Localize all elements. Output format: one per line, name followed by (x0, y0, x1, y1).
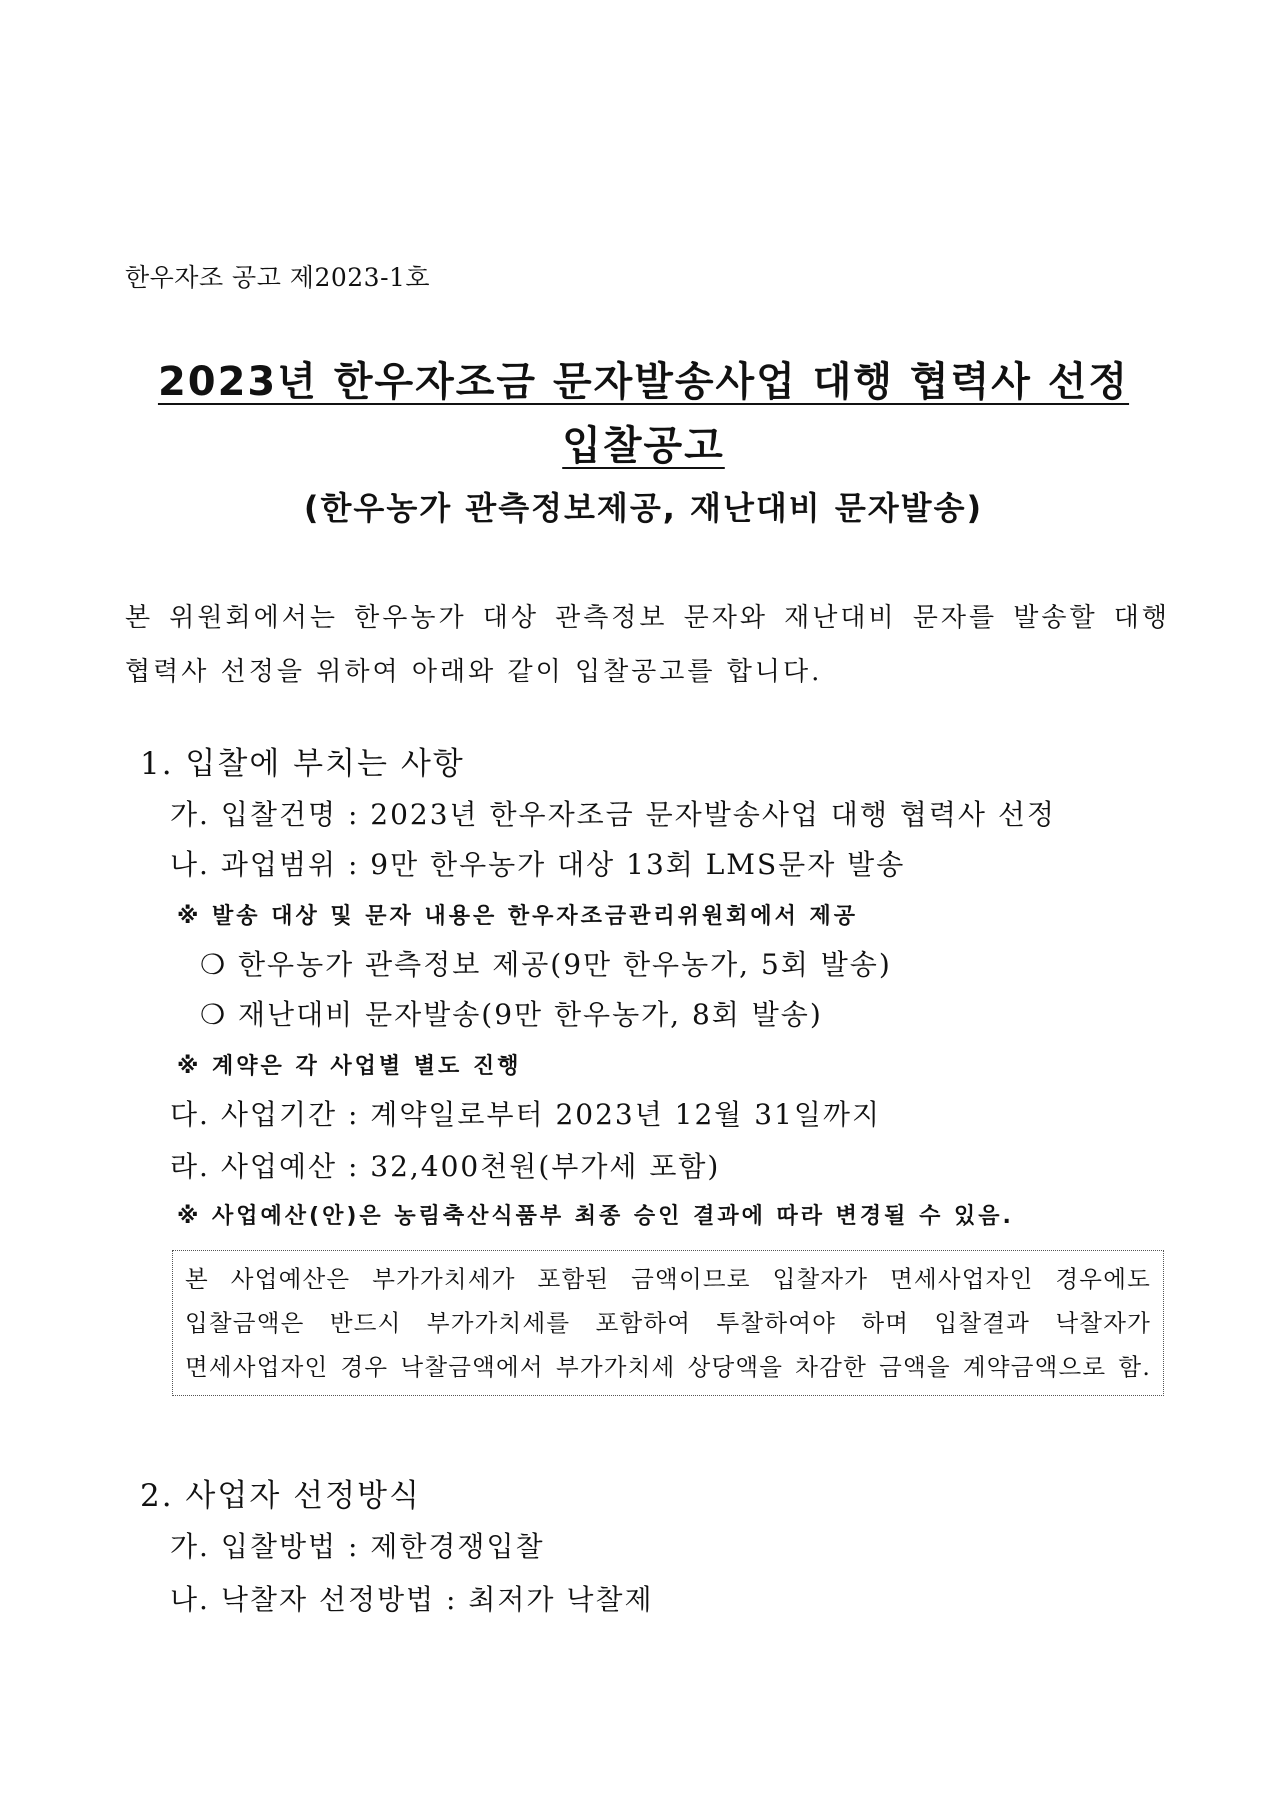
intro-paragraph-line2: 협력사 선정을 위하여 아래와 같이 입찰공고를 합니다. (125, 657, 823, 687)
section1-heading: 1. 입찰에 부치는 사항 (140, 746, 465, 782)
vat-notice-line1: 본 사업예산은 부가가치세가 포함된 금액이므로 입찰자가 면세사업자인 경우에도 (185, 1265, 1151, 1293)
section2-item-na: 나. 낙찰자 선정방법 : 최저가 낙찰제 (170, 1583, 654, 1616)
section1-bullet-1: ❍ 한우농가 관측정보 제공(9만 한우농가, 5회 발송) (200, 948, 892, 981)
document-title-line2: 입찰공고 (562, 423, 725, 469)
section1-note-1: ※ 발송 대상 및 문자 내용은 한우자조금관리위원회에서 제공 (177, 904, 859, 929)
section1-note-2: ※ 계약은 각 사업별 별도 진행 (177, 1054, 522, 1079)
section1-item-ra: 라. 사업예산 : 32,400천원(부가세 포함) (170, 1150, 721, 1183)
section1-note-3: ※ 사업예산(안)은 농림축산식품부 최종 승인 결과에 따라 변경될 수 있음. (177, 1204, 1014, 1229)
section1-item-ga: 가. 입찰건명 : 2023년 한우자조금 문자발송사업 대행 협력사 선정 (170, 798, 1056, 831)
vat-notice-line3: 면세사업자인 경우 낙찰금액에서 부가가치세 상당액을 차감한 금액을 계약금액으로 함. (185, 1353, 1151, 1381)
intro-paragraph-line1: 본 위원회에서는 한우농가 대상 관측정보 문자와 재난대비 문자를 발송할 대행 (125, 603, 1170, 633)
document-title-line1: 2023년 한우자조금 문자발송사업 대행 협력사 선정 (157, 359, 1130, 405)
notice-reference-number: 한우자조 공고 제2023-1호 (125, 263, 431, 292)
section1-item-na: 나. 과업범위 : 9만 한우농가 대상 13회 LMS문자 발송 (170, 848, 906, 881)
section2-item-ga: 가. 입찰방법 : 제한경쟁입찰 (170, 1530, 545, 1563)
section2-heading: 2. 사업자 선정방식 (140, 1478, 421, 1514)
document-subtitle: (한우농가 관측정보제공, 재난대비 문자발송) (303, 489, 984, 527)
vat-notice-line2: 입찰금액은 반드시 부가가치세를 포함하여 투찰하여야 하며 입찰결과 낙찰자가 (185, 1309, 1151, 1337)
section1-bullet-2: ❍ 재난대비 문자발송(9만 한우농가, 8회 발송) (200, 998, 823, 1031)
section1-item-da: 다. 사업기간 : 계약일로부터 2023년 12월 31일까지 (170, 1098, 882, 1131)
vat-notice-box (172, 1250, 1164, 1396)
